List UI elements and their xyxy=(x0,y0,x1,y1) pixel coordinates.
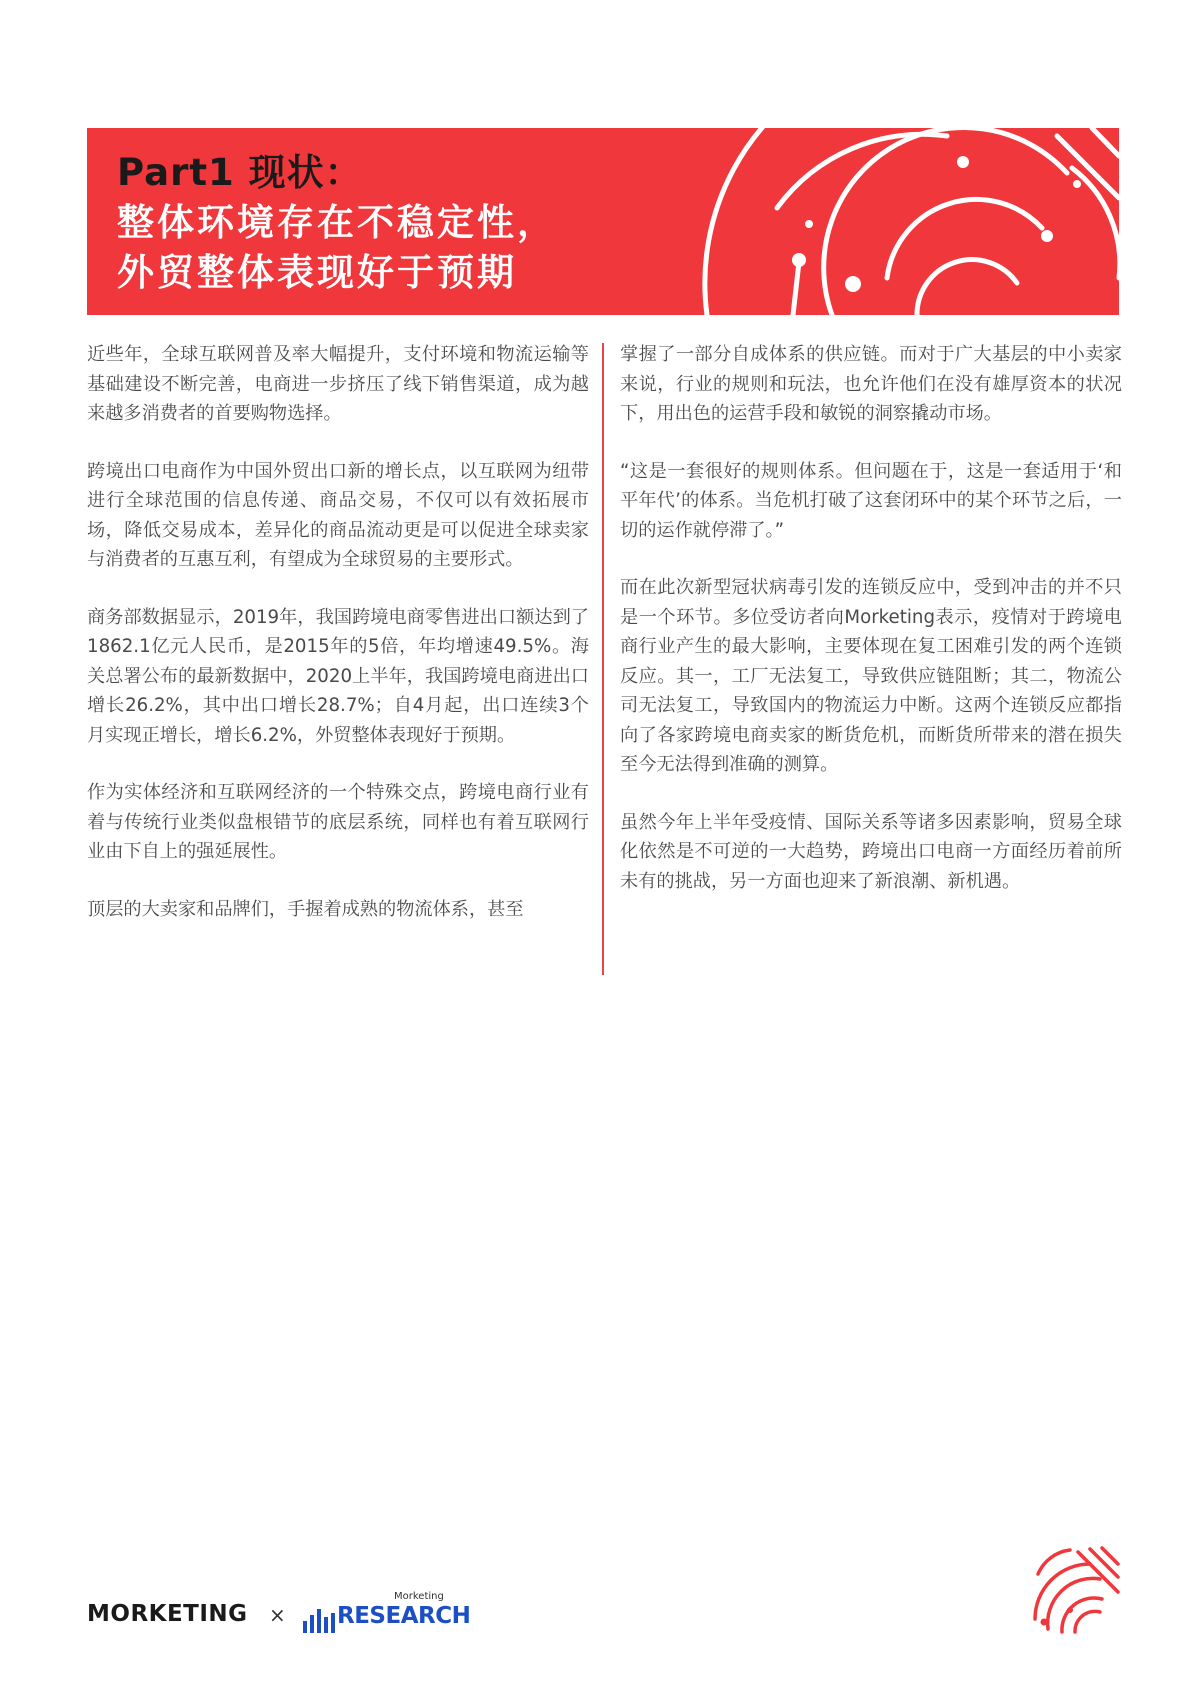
column-divider xyxy=(602,343,604,975)
bar-chart-icon xyxy=(301,1605,337,1635)
right-text-column xyxy=(620,340,1122,924)
paragraph: 而在此次新型冠状病毒引发的连锁反应中，受到冲击的并不只是一个环节。多位受访者向Morketing表示，疫情对于跨境电商行业产生的最大影响，主要体现在复工困难引发的两个连锁反应。其一，工厂无法复工，导致供应链阻断；其二，物流公司无法复工，导致国内的物流运力中断。这两个连锁反应都指向了各家跨境电商卖家的断货危机，而断货所带来的潜在损失至今无法得到准确的测算。 xyxy=(620,577,1122,775)
research-logo-wordmark: RESEARCH xyxy=(337,1603,471,1629)
research-logo-small-text: Morketing xyxy=(394,1591,444,1602)
banner-title-line1: Part1 现状： xyxy=(117,151,363,194)
left-text-column xyxy=(87,340,589,952)
corner-arcs-decoration xyxy=(1030,1544,1120,1634)
banner-title-line2: 整体环境存在不稳定性， xyxy=(117,201,557,244)
paragraph: 虽然今年上半年受疫情、国际关系等诸多因素影响，贸易全球化依然是不可逆的一大趋势，跨境出口电商一方面经历着前所未有的挑战，另一方面也迎来了新浪潮、新机遇。 xyxy=(620,811,1122,892)
paragraph: “这是一套很好的规则体系。但问题在于，这是一套适用于‘和平年代’的体系。当危机打破了这套闭环中的某个环节之后，一切的运作就停滞了。” xyxy=(620,460,1122,541)
morketing-logo: MORKETING xyxy=(87,1601,248,1627)
paragraph: 跨境出口电商作为中国外贸出口新的增长点，以互联网为纽带进行全球范围的信息传递、商品交易，不仅可以有效拓展市场，降低交易成本，差异化的商品流动更是可以促进全球卖家与消费者的互惠互利，有望成为全球贸易的主要形式。 xyxy=(87,460,589,570)
title-banner xyxy=(87,128,1119,315)
paragraph: 近些年，全球互联网普及率大幅提升，支付环境和物流运输等基础建设不断完善，电商进一步挤压了线下销售渠道，成为越来越多消费者的首要购物选择。 xyxy=(87,344,589,424)
paragraph: 商务部数据显示，2019年，我国跨境电商零售进出口额达到了1862.1亿元人民币，是2015年的5倍，年均增速49.5%。海关总署公布的最新数据中，2020上半年，我国跨境电商进出口增长26.2%，其中出口增长28.7%；自4月起，出口连续3个月实现正增长，增长6.2%，外贸整体表现好于预期。 xyxy=(87,606,589,746)
paragraph: 顶层的大卖家和品牌们，手握着成熟的物流体系，甚至 xyxy=(87,898,524,920)
paragraph: 作为实体经济和互联网经济的一个特殊交点，跨境电商行业有着与传统行业类似盘根错节的底层系统，同样也有着互联网行业由下自上的强延展性。 xyxy=(87,782,589,862)
paragraph: 掌握了一部分自成体系的供应链。而对于广大基层的中小卖家来说，行业的规则和玩法，也允许他们在没有雄厚资本的状况下，用出色的运营手段和敏锐的洞察撬动市场。 xyxy=(620,344,1122,424)
logo-separator: × xyxy=(269,1603,286,1627)
banner-title xyxy=(117,148,557,298)
banner-title-line3: 外贸整体表现好于预期 xyxy=(117,251,517,294)
